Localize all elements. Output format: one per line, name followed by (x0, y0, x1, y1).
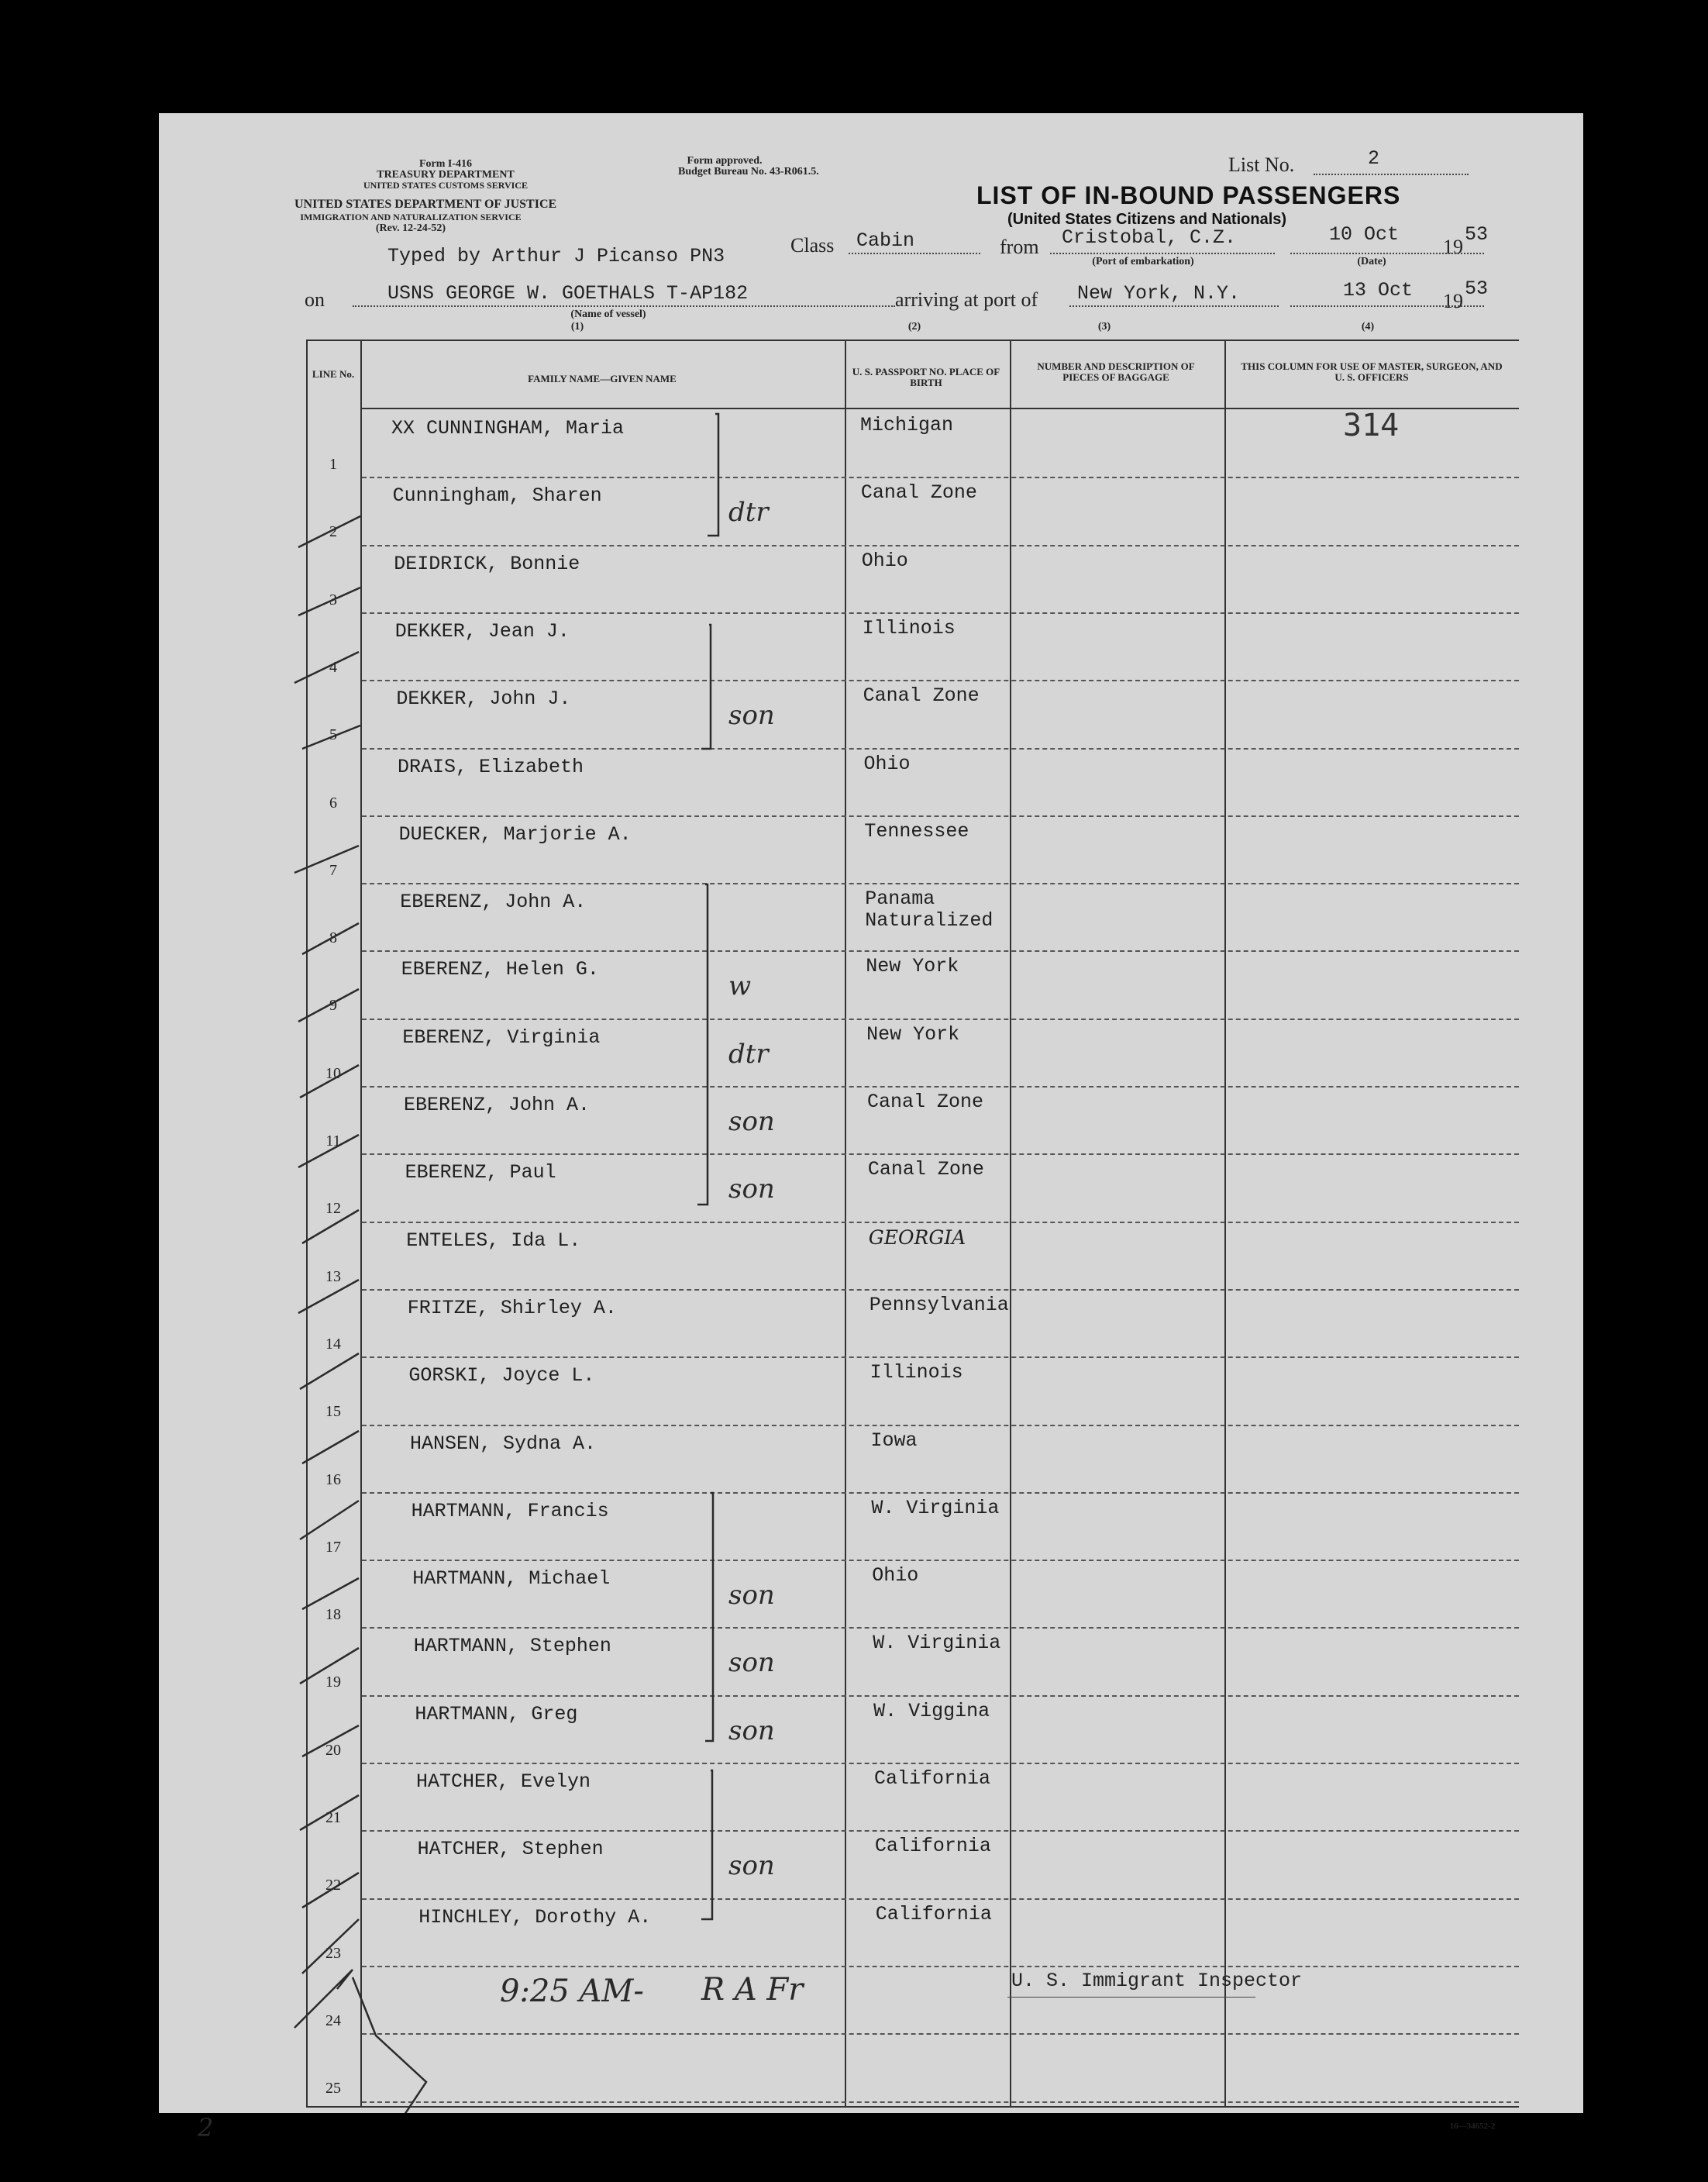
place-of-birth: Canal Zone (863, 684, 980, 708)
bracket-hartmann (705, 1493, 713, 1741)
bracket-cunningham (708, 414, 718, 536)
place-of-birth: California (875, 1902, 992, 1925)
place-of-birth: Ohio (861, 549, 908, 572)
margin-mark: 2 (198, 2113, 214, 2142)
place-of-birth: Iowa (870, 1429, 918, 1452)
place-of-birth: Pennsylvania (869, 1293, 1009, 1316)
passenger-name: HATCHER, Stephen (417, 1838, 604, 1861)
date-caption: (Date) (1357, 256, 1386, 267)
passenger-name: DRAIS, Elizabeth (398, 755, 584, 778)
place-of-birth: W. Virginia (873, 1632, 1001, 1655)
handwritten-initials: R A Fr (701, 1972, 804, 2008)
passenger-name: GORSKI, Joyce L. (408, 1364, 595, 1387)
from-caption: (Port of embarkation) (1092, 256, 1194, 267)
line-number: 12 (325, 1200, 341, 1218)
passenger-name: DUECKER, Marjorie A. (398, 822, 632, 846)
place-of-birth: GEORGIA (868, 1225, 966, 1249)
passenger-name: HINCHLEY, Dorothy A. (418, 1905, 652, 1929)
page-title: LIST OF IN-BOUND PASSENGERS (976, 181, 1401, 209)
date-embark-year: 53 (1465, 223, 1489, 246)
from-label: from (1000, 236, 1039, 258)
line-number: 3 (329, 591, 337, 608)
arriving-label: arriving at port of (895, 288, 1038, 311)
place-of-birth: Illinois (869, 1361, 963, 1384)
passenger-name: HATCHER, Evelyn (416, 1770, 591, 1793)
relation-note: son (728, 1647, 775, 1679)
place-of-birth: New York (866, 955, 959, 978)
col-num-2: (2) (907, 321, 921, 333)
passenger-name: HARTMANN, Michael (412, 1567, 611, 1591)
date-arrival-year: 53 (1465, 277, 1489, 300)
passenger-name: DEIDRICK, Bonnie (394, 552, 580, 575)
place-of-birth: W. Virginia (871, 1496, 1000, 1519)
passenger-manifest-page (159, 113, 1583, 2142)
page-subtitle: (United States Citizens and Nationals) (1007, 211, 1287, 228)
passenger-name: HARTMANN, Stephen (413, 1635, 611, 1658)
date-arrival-year-prefix: 19 (1443, 290, 1463, 312)
inspector-signature-line: U. S. Immigrant Inspector (1011, 1970, 1303, 1992)
line-number: 6 (329, 794, 337, 812)
passenger-name: HANSEN, Sydna A. (410, 1432, 597, 1455)
passenger-name: ENTELES, Ida L. (406, 1229, 581, 1252)
line-number: 20 (325, 1741, 341, 1759)
relation-note: son (728, 1106, 775, 1137)
place-of-birth: W. Viggina (873, 1699, 990, 1722)
budget-bureau: Budget Bureau No. 43-R061.5. (678, 166, 819, 178)
line-number: 17 (325, 1538, 341, 1556)
relation-note: son (728, 1715, 775, 1746)
place-of-birth: Canal Zone (860, 481, 977, 505)
line-number: 9 (329, 997, 337, 1015)
inspector-underline (1007, 1997, 1255, 1998)
line-number: 13 (325, 1267, 341, 1285)
place-of-birth: Illinois (862, 616, 956, 639)
place-of-birth: Canal Zone (867, 1158, 984, 1181)
line-number: 2 (329, 523, 337, 541)
header-passport: U. S. PASSPORT NO. PLACE OF BIRTH (852, 366, 1000, 388)
line-number: 4 (329, 658, 337, 676)
list-no-label: List No. (1228, 153, 1295, 176)
header-line-no: LINE No. (312, 368, 355, 380)
line-number: 7 (329, 861, 337, 879)
line-number: 15 (325, 1403, 341, 1421)
arrival-port: New York, N.Y. (1077, 282, 1241, 305)
class-label: Class (790, 234, 835, 257)
place-of-birth: Tennessee (864, 819, 969, 843)
passenger-name: EBERENZ, Helen G. (401, 958, 599, 981)
place-of-birth: New York (866, 1022, 960, 1046)
passenger-name: XX CUNNINGHAM, Maria (391, 417, 625, 440)
customs-service: UNITED STATES CUSTOMS SERVICE (363, 180, 528, 191)
line-number: 8 (329, 929, 337, 947)
relation-note: son (728, 1850, 775, 1882)
header-baggage: NUMBER AND DESCRIPTION OF PIECES OF BAGGAGE (1037, 360, 1195, 383)
date-embark: 10 Oct (1329, 223, 1400, 246)
passenger-name: EBERENZ, Virginia (402, 1026, 601, 1049)
form-id: Form I-416 (418, 158, 473, 170)
line-number: 11 (325, 1132, 341, 1150)
passenger-name: FRITZE, Shirley A. (407, 1296, 617, 1319)
relation-note: son (728, 1174, 775, 1205)
vessel-caption: (Name of vessel) (570, 309, 646, 320)
place-of-birth-note: Naturalized (865, 909, 993, 932)
passenger-name: EBERENZ, John A. (400, 891, 587, 914)
class-value: Cabin (856, 229, 915, 252)
place-of-birth: Panama (865, 888, 935, 911)
line-number: 1 (329, 456, 337, 473)
relation-note: son (728, 700, 775, 732)
bracket-dekker (701, 625, 711, 749)
bracket-eberenz (697, 884, 708, 1205)
line-number: 10 (325, 1064, 341, 1082)
passenger-name: DEKKER, Jean J. (394, 619, 570, 643)
passenger-name: EBERENZ, John A. (404, 1094, 591, 1116)
line-number: 16 (325, 1470, 341, 1488)
typed-by: Typed by Arthur J Picanso PN3 (387, 245, 725, 267)
relation-note: dtr (728, 497, 769, 529)
date-embark-year-prefix: 19 (1443, 236, 1463, 258)
form-approved: Form approved. (687, 155, 763, 167)
footer-code: 16—34652-2 (1449, 2122, 1496, 2131)
header-name: FAMILY NAME—GIVEN NAME (528, 373, 677, 384)
treasury-dept: TREASURY DEPARTMENT (377, 169, 515, 181)
col-num-3: (3) (1097, 321, 1111, 333)
line-number: 24 (325, 2011, 341, 2029)
line-number: 19 (325, 1674, 341, 1691)
line-number: 22 (325, 1877, 341, 1894)
place-of-birth: Canal Zone (867, 1091, 984, 1113)
place-of-birth: California (874, 1767, 991, 1790)
place-of-birth: Ohio (863, 752, 911, 775)
form-revision: (Rev. 12-24-52) (375, 222, 446, 234)
passenger-name: HARTMANN, Greg (415, 1702, 578, 1725)
line-number: 14 (325, 1335, 341, 1353)
on-label: on (305, 288, 325, 311)
line-number: 18 (325, 1606, 341, 1624)
handwritten-bracket-marks (159, 113, 1583, 2113)
passenger-name: EBERENZ, Paul (405, 1161, 556, 1184)
line-number: 25 (325, 2080, 341, 2098)
bracket-hatcher (701, 1770, 712, 1919)
ins-service: IMMIGRATION AND NATURALIZATION SERVICE (300, 212, 522, 222)
list-no-value: 2 (1368, 147, 1380, 170)
line-number: 21 (325, 1809, 341, 1826)
passenger-name: HARTMANN, Francis (411, 1499, 609, 1522)
relation-note: w (728, 970, 752, 1002)
line-number: 5 (329, 726, 337, 744)
header-officers: THIS COLUMN FOR USE OF MASTER, SURGEON, AND U. S. OFFICERS (1241, 360, 1503, 383)
col-num-1: (1) (570, 321, 584, 333)
officer-note: 314 (1343, 408, 1400, 443)
date-arrival: 13 Oct (1343, 279, 1414, 302)
relation-note: son (728, 1580, 775, 1612)
from-value: Cristobal, C.Z. (1062, 226, 1237, 249)
passenger-name: Cunningham, Sharen (392, 484, 602, 508)
place-of-birth: California (874, 1835, 991, 1858)
line-number: 23 (325, 1944, 341, 1962)
place-of-birth: Ohio (872, 1564, 919, 1587)
handwritten-time: 9:25 AM- (500, 1973, 644, 2009)
justice-dept: UNITED STATES DEPARTMENT OF JUSTICE (294, 198, 557, 211)
vessel-name: USNS GEORGE W. GOETHALS T-AP182 (387, 282, 749, 305)
place-of-birth: Michigan (860, 414, 954, 436)
col-num-4: (4) (1361, 321, 1375, 333)
passenger-name: DEKKER, John J. (396, 688, 571, 711)
relation-note: dtr (728, 1038, 769, 1070)
